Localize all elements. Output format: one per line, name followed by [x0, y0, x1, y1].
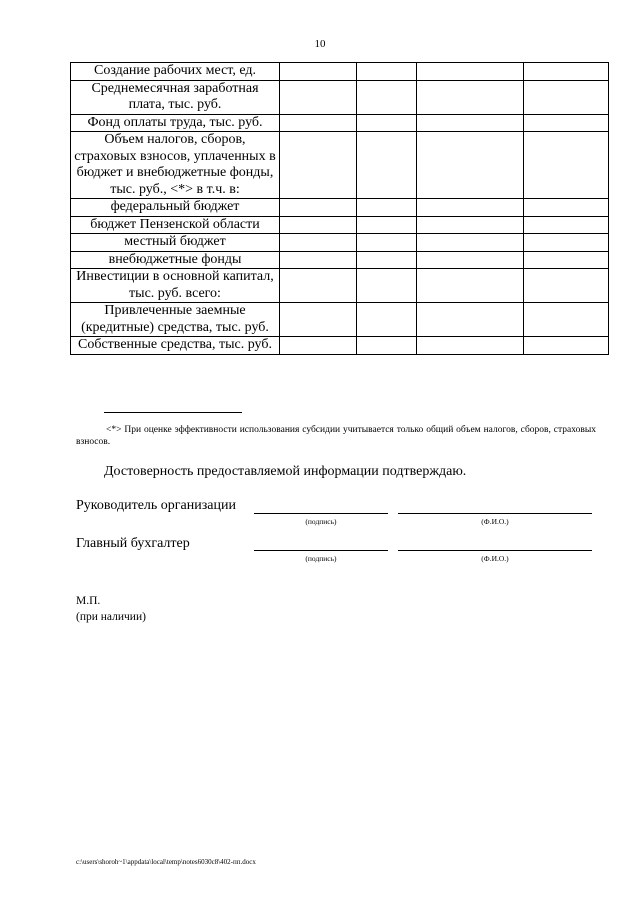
value-cell[interactable] [417, 63, 524, 81]
page-number: 10 [314, 38, 326, 50]
table-row [71, 80, 609, 114]
stamp-note: (при наличии) [76, 611, 146, 623]
value-cell[interactable] [357, 269, 417, 303]
value-cell[interactable] [280, 251, 357, 269]
value-cell[interactable] [524, 216, 609, 234]
value-cell[interactable] [417, 114, 524, 132]
value-cell[interactable] [280, 234, 357, 252]
value-cell[interactable] [524, 80, 609, 114]
table-row [71, 269, 609, 303]
row-label: внебюджетные фонды [71, 251, 280, 269]
value-cell[interactable] [524, 251, 609, 269]
table-row [71, 63, 609, 81]
confirmation-text: Достоверность предоставляемой информации подтверждаю. [104, 464, 467, 479]
value-cell[interactable] [524, 234, 609, 252]
value-cell[interactable] [280, 303, 357, 337]
value-cell[interactable] [417, 132, 524, 199]
accountant-name-caption: (Ф.И.О.) [481, 554, 509, 563]
table-row [71, 303, 609, 337]
value-cell[interactable] [357, 251, 417, 269]
head-name-line[interactable] [398, 513, 592, 514]
table-row [71, 199, 609, 217]
row-label: Фонд оплаты труда, тыс. руб. [71, 114, 280, 132]
table-row [71, 234, 609, 252]
value-cell[interactable] [417, 199, 524, 217]
value-cell[interactable] [357, 114, 417, 132]
value-cell[interactable] [524, 199, 609, 217]
file-path: c:\users\shoroh~1\appdata\local\temp\notes6030c8\402-пп.docx [76, 858, 256, 866]
value-cell[interactable] [357, 234, 417, 252]
value-cell[interactable] [417, 216, 524, 234]
value-cell[interactable] [417, 251, 524, 269]
value-cell[interactable] [280, 199, 357, 217]
stamp-label: М.П. [76, 595, 101, 607]
head-name-caption: (Ф.И.О.) [481, 517, 509, 526]
row-label: бюджет Пензенской области [71, 216, 280, 234]
value-cell[interactable] [417, 80, 524, 114]
row-label: Создание рабочих мест, ед. [71, 63, 280, 81]
value-cell[interactable] [357, 337, 417, 355]
row-label: Объем налогов, сборов, страховых взносов, уплаченных в бюджет и внебюджетные фонды, тыс. руб., <*> в т.ч. в: [71, 132, 280, 199]
value-cell[interactable] [524, 114, 609, 132]
value-cell[interactable] [524, 269, 609, 303]
value-cell[interactable] [280, 132, 357, 199]
value-cell[interactable] [357, 63, 417, 81]
value-cell[interactable] [524, 337, 609, 355]
row-label: Собственные средства, тыс. руб. [71, 337, 280, 355]
head-signature-caption: (подпись) [305, 517, 337, 526]
row-label: Среднемесячная заработная плата, тыс. руб. [71, 80, 280, 114]
head-signature-line[interactable] [254, 513, 388, 514]
value-cell[interactable] [280, 63, 357, 81]
footnote: <*> При оценке эффективности использования субсидии учитывается только общий объем налогов, сборов, страховых взносов. [76, 425, 596, 447]
accountant-signature-line[interactable] [254, 550, 388, 551]
stamp-block [76, 593, 146, 625]
table-row [71, 251, 609, 269]
row-label: Инвестиции в основной капитал, тыс. руб. всего: [71, 269, 280, 303]
value-cell[interactable] [417, 303, 524, 337]
head-label: Руководитель организации [76, 498, 236, 513]
value-cell[interactable] [280, 216, 357, 234]
value-cell[interactable] [357, 199, 417, 217]
value-cell[interactable] [280, 114, 357, 132]
accountant-signature-caption: (подпись) [305, 554, 337, 563]
value-cell[interactable] [357, 303, 417, 337]
footnote-divider [104, 412, 242, 413]
value-cell[interactable] [280, 337, 357, 355]
accountant-name-line[interactable] [398, 550, 592, 551]
table-row [71, 337, 609, 355]
table-row [71, 216, 609, 234]
value-cell[interactable] [524, 303, 609, 337]
value-cell[interactable] [357, 80, 417, 114]
value-cell[interactable] [417, 269, 524, 303]
value-cell[interactable] [280, 269, 357, 303]
table-row [71, 132, 609, 199]
value-cell[interactable] [357, 132, 417, 199]
value-cell[interactable] [417, 234, 524, 252]
table-row [71, 114, 609, 132]
value-cell[interactable] [524, 63, 609, 81]
accountant-label: Главный бухгалтер [76, 536, 190, 551]
value-cell[interactable] [417, 337, 524, 355]
value-cell[interactable] [280, 80, 357, 114]
value-cell[interactable] [357, 216, 417, 234]
row-label: федеральный бюджет [71, 199, 280, 217]
report-table [70, 62, 609, 355]
value-cell[interactable] [524, 132, 609, 199]
row-label: местный бюджет [71, 234, 280, 252]
row-label: Привлеченные заемные (кредитные) средства, тыс. руб. [71, 303, 280, 337]
